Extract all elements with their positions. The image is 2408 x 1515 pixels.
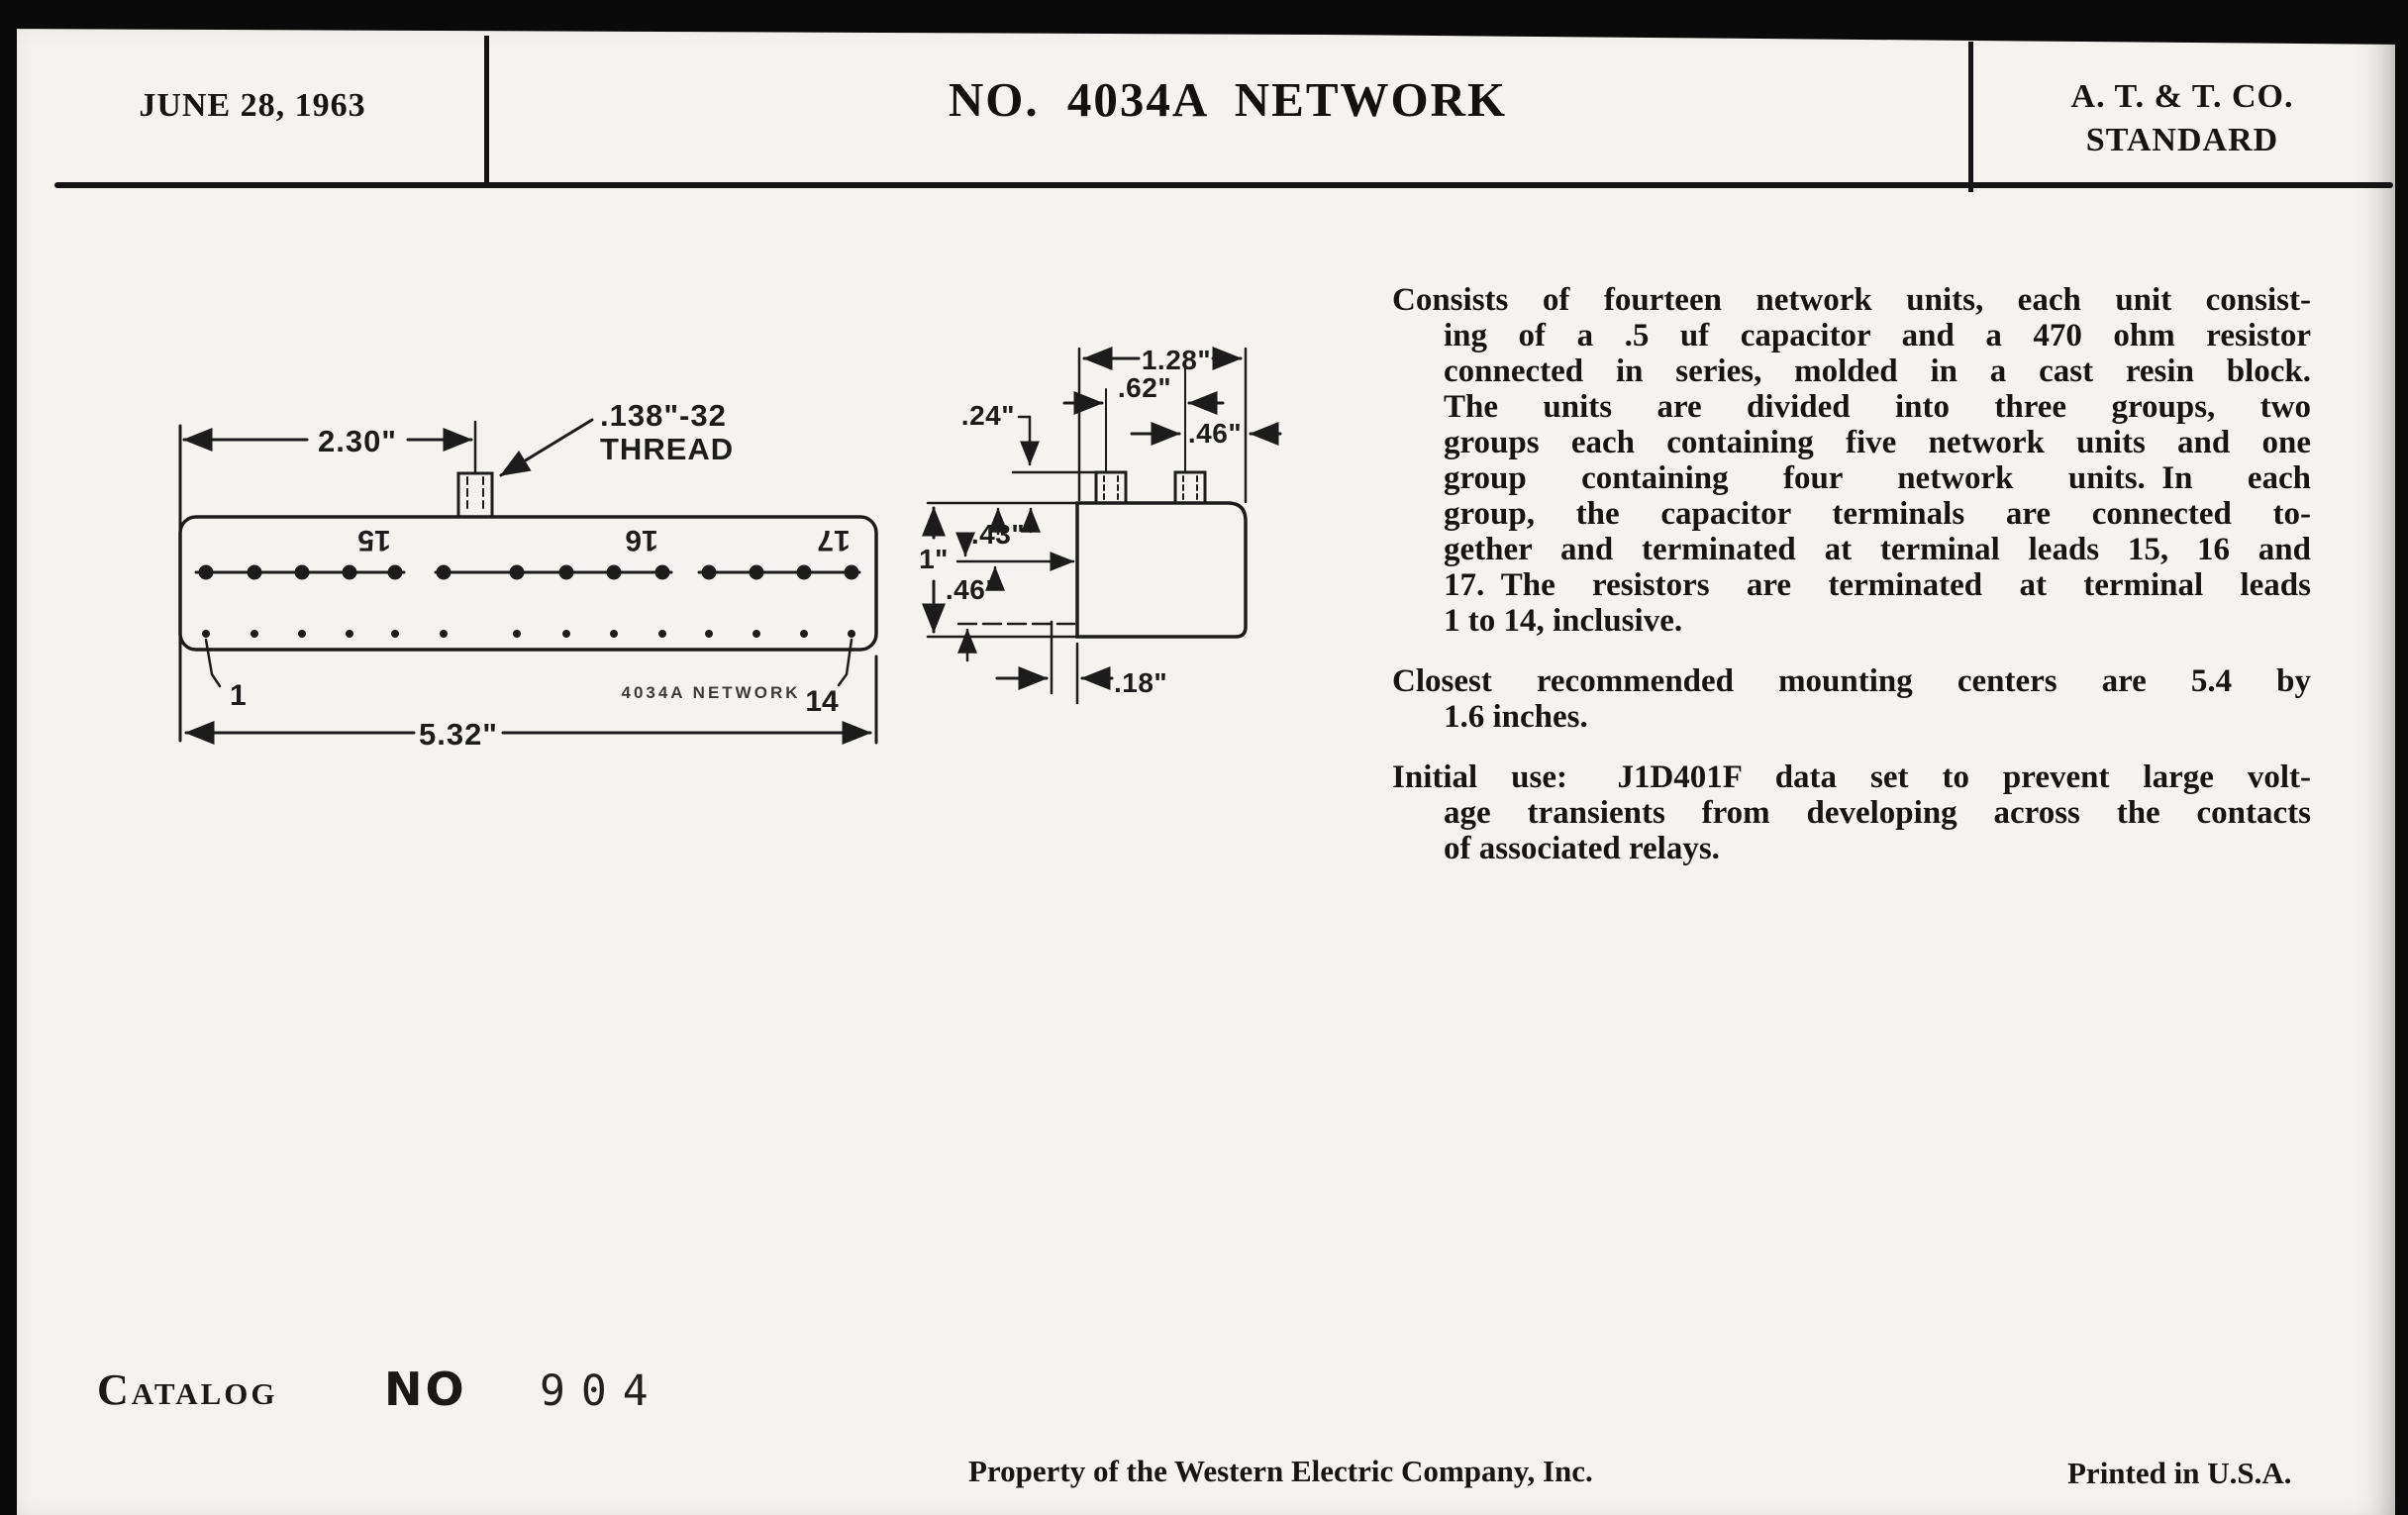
block-stamp: 4034A NETWORK: [621, 683, 801, 702]
scan-border-left: [0, 0, 17, 1515]
description-column: [1392, 282, 2311, 891]
text-line: gether and terminated at terminal leads 15, 16 and: [1444, 532, 2311, 567]
dim-stud-offset-label: 2.30": [317, 424, 398, 458]
dimension-overall-width: [186, 656, 876, 752]
dimension-edge-offset: [997, 622, 1167, 703]
resistor-lead-dots: [202, 630, 855, 638]
text-line: age transients from developing across the contacts: [1444, 795, 2311, 831]
text-line: Consists of fourteen network units, each unit consist-: [1392, 282, 2311, 318]
front-view-diagram: [149, 374, 931, 770]
description-paragraph-1: [1392, 282, 2311, 639]
text-line: Initial use: J1D401F data set to prevent large volt-: [1392, 759, 2311, 795]
text-line: 17. The resistors are terminated at terminal leads: [1444, 567, 2311, 603]
dimension-side-width: [1084, 345, 1241, 375]
catalog-label: Catalog: [97, 1365, 278, 1414]
catalog-number: 904: [540, 1366, 664, 1416]
text-line: group containing four network units. In each: [1444, 460, 2311, 496]
mounting-stud: [458, 473, 492, 517]
thread-callout: [501, 398, 734, 475]
terminal-group-rows: [196, 565, 859, 580]
property-notice: Property of the Western Electric Company, Inc.: [968, 1454, 1593, 1488]
terminal-label-15: 15: [357, 524, 391, 556]
dim-edge-offset-label: .18": [1114, 667, 1168, 698]
lead-14-label: 14: [805, 685, 839, 718]
thread-label-line2: THREAD: [600, 432, 735, 466]
catalog-no-label: NO: [384, 1363, 467, 1416]
dim-overall-width-label: 5.32": [418, 717, 499, 752]
org-standard-label: [1980, 75, 2384, 162]
dimension-stud-height: [961, 400, 1030, 534]
terminal-label-17: 17: [817, 524, 851, 556]
org-standard: STANDARD: [2085, 122, 2279, 158]
dim-stud-to-edge-label: .46": [1187, 418, 1243, 449]
lead-1-label: 1: [230, 679, 247, 712]
org-name: A. T. & T. CO.: [2070, 78, 2294, 115]
terminal-label-16: 16: [625, 524, 658, 556]
dimension-stud-offset: [184, 422, 475, 471]
document-date: JUNE 28, 1963: [139, 87, 366, 124]
dimension-stud-to-edge: [1132, 418, 1280, 449]
dimension-stud-spacing: [1064, 372, 1223, 403]
dimension-overall-height: [919, 508, 949, 632]
printed-in-usa: Printed in U.S.A.: [2067, 1456, 2292, 1490]
text-line: ing of a .5 uf capacitor and a 470 ohm resistor: [1444, 318, 2311, 354]
text-line: of associated relays.: [1444, 831, 1720, 866]
dim-top-to-center-label: .43": [970, 519, 1026, 550]
side-block-outline: [1077, 503, 1246, 637]
side-studs: [1096, 472, 1205, 503]
side-view-diagram: [916, 292, 1282, 728]
header-divider-left: [484, 36, 489, 184]
text-line: The units are divided into three groups, two: [1444, 389, 2311, 425]
dim-stud-spacing-label: .62": [1117, 372, 1172, 403]
text-line: groups each containing five network units and one: [1444, 425, 2311, 460]
dimension-top-to-center: [957, 509, 1073, 566]
dimension-center-to-lower: [946, 567, 1074, 660]
network-block-outline: [180, 517, 876, 650]
description-paragraph-2: [1392, 663, 2311, 735]
dim-stud-height-label: .24": [960, 400, 1015, 431]
header-rule: [54, 182, 2393, 188]
text-line: 1 to 14, inclusive.: [1444, 603, 1683, 639]
dim-center-to-lower-label: .46": [945, 574, 1000, 605]
page-title: NO. 4034A NETWORK: [948, 72, 1508, 127]
scan-border-right: [2395, 0, 2408, 1515]
text-line: group, the capacitor terminals are connected to-: [1444, 496, 2311, 532]
text-line: 1.6 inches.: [1444, 699, 1588, 735]
lead-14-callout: [805, 640, 852, 718]
dim-overall-height-label: 1": [919, 544, 949, 574]
thread-label-line1: .138"-32: [600, 398, 727, 433]
text-line: connected in series, molded in a cast resin block.: [1444, 354, 2311, 389]
dim-side-width-label: 1.28": [1141, 345, 1212, 375]
header-divider-right: [1968, 42, 1973, 192]
text-line: Closest recommended mounting centers are 5.4 by: [1392, 663, 2311, 699]
description-paragraph-3: [1392, 759, 2311, 866]
